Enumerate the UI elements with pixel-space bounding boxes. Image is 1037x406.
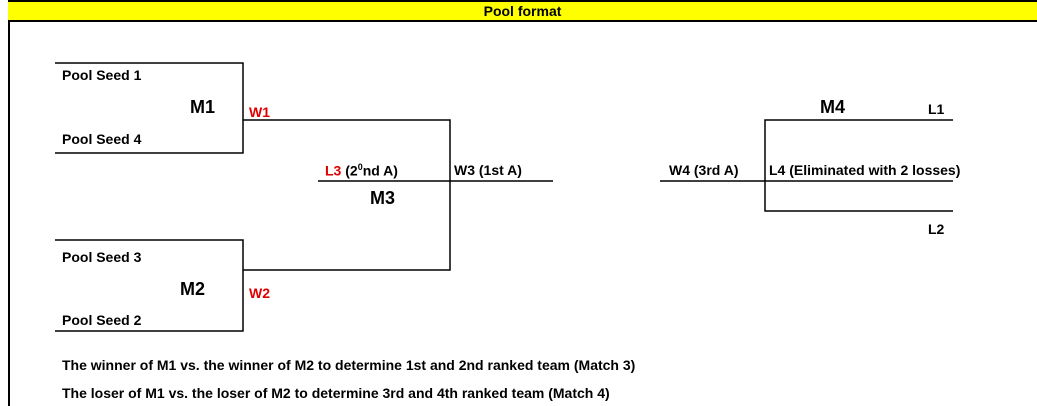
l3-desc-post: nd A) xyxy=(362,162,398,179)
pool-format-header: Pool format xyxy=(8,0,1037,22)
note-line-2: The loser of M1 vs. the loser of M2 to determine 3rd and 4th ranked team (Match 4) xyxy=(62,385,610,401)
m4-label: M4 xyxy=(820,97,846,117)
pool-seed-4-label: Pool Seed 4 xyxy=(62,131,142,147)
w3-label: W3 (1st A) xyxy=(454,162,522,178)
pool-seed-2-label: Pool Seed 2 xyxy=(62,312,142,328)
l2-label: L2 xyxy=(928,221,945,237)
m3-label: M3 xyxy=(370,188,396,208)
l3-desc-sup: 0 xyxy=(357,162,363,172)
w4-label: W4 (3rd A) xyxy=(669,162,739,178)
w1-connector-line xyxy=(243,120,450,270)
pool-seed-1-label: Pool Seed 1 xyxy=(62,67,142,83)
note-line-1: The winner of M1 vs. the winner of M2 to determine 1st and 2nd ranked team (Match 3) xyxy=(62,357,636,373)
l3-desc-pre: (2 xyxy=(345,162,358,179)
pool-seed-3-label: Pool Seed 3 xyxy=(62,249,142,265)
w2-label: W2 xyxy=(249,285,270,301)
l3-label xyxy=(325,162,398,179)
m2-label: M2 xyxy=(180,279,206,299)
m1-label: M1 xyxy=(190,97,216,117)
l1-label: L1 xyxy=(928,101,945,117)
l3-code: L3 xyxy=(325,162,342,179)
w1-label: W1 xyxy=(249,104,270,120)
l4-label: L4 (Eliminated with 2 losses) xyxy=(769,162,961,178)
